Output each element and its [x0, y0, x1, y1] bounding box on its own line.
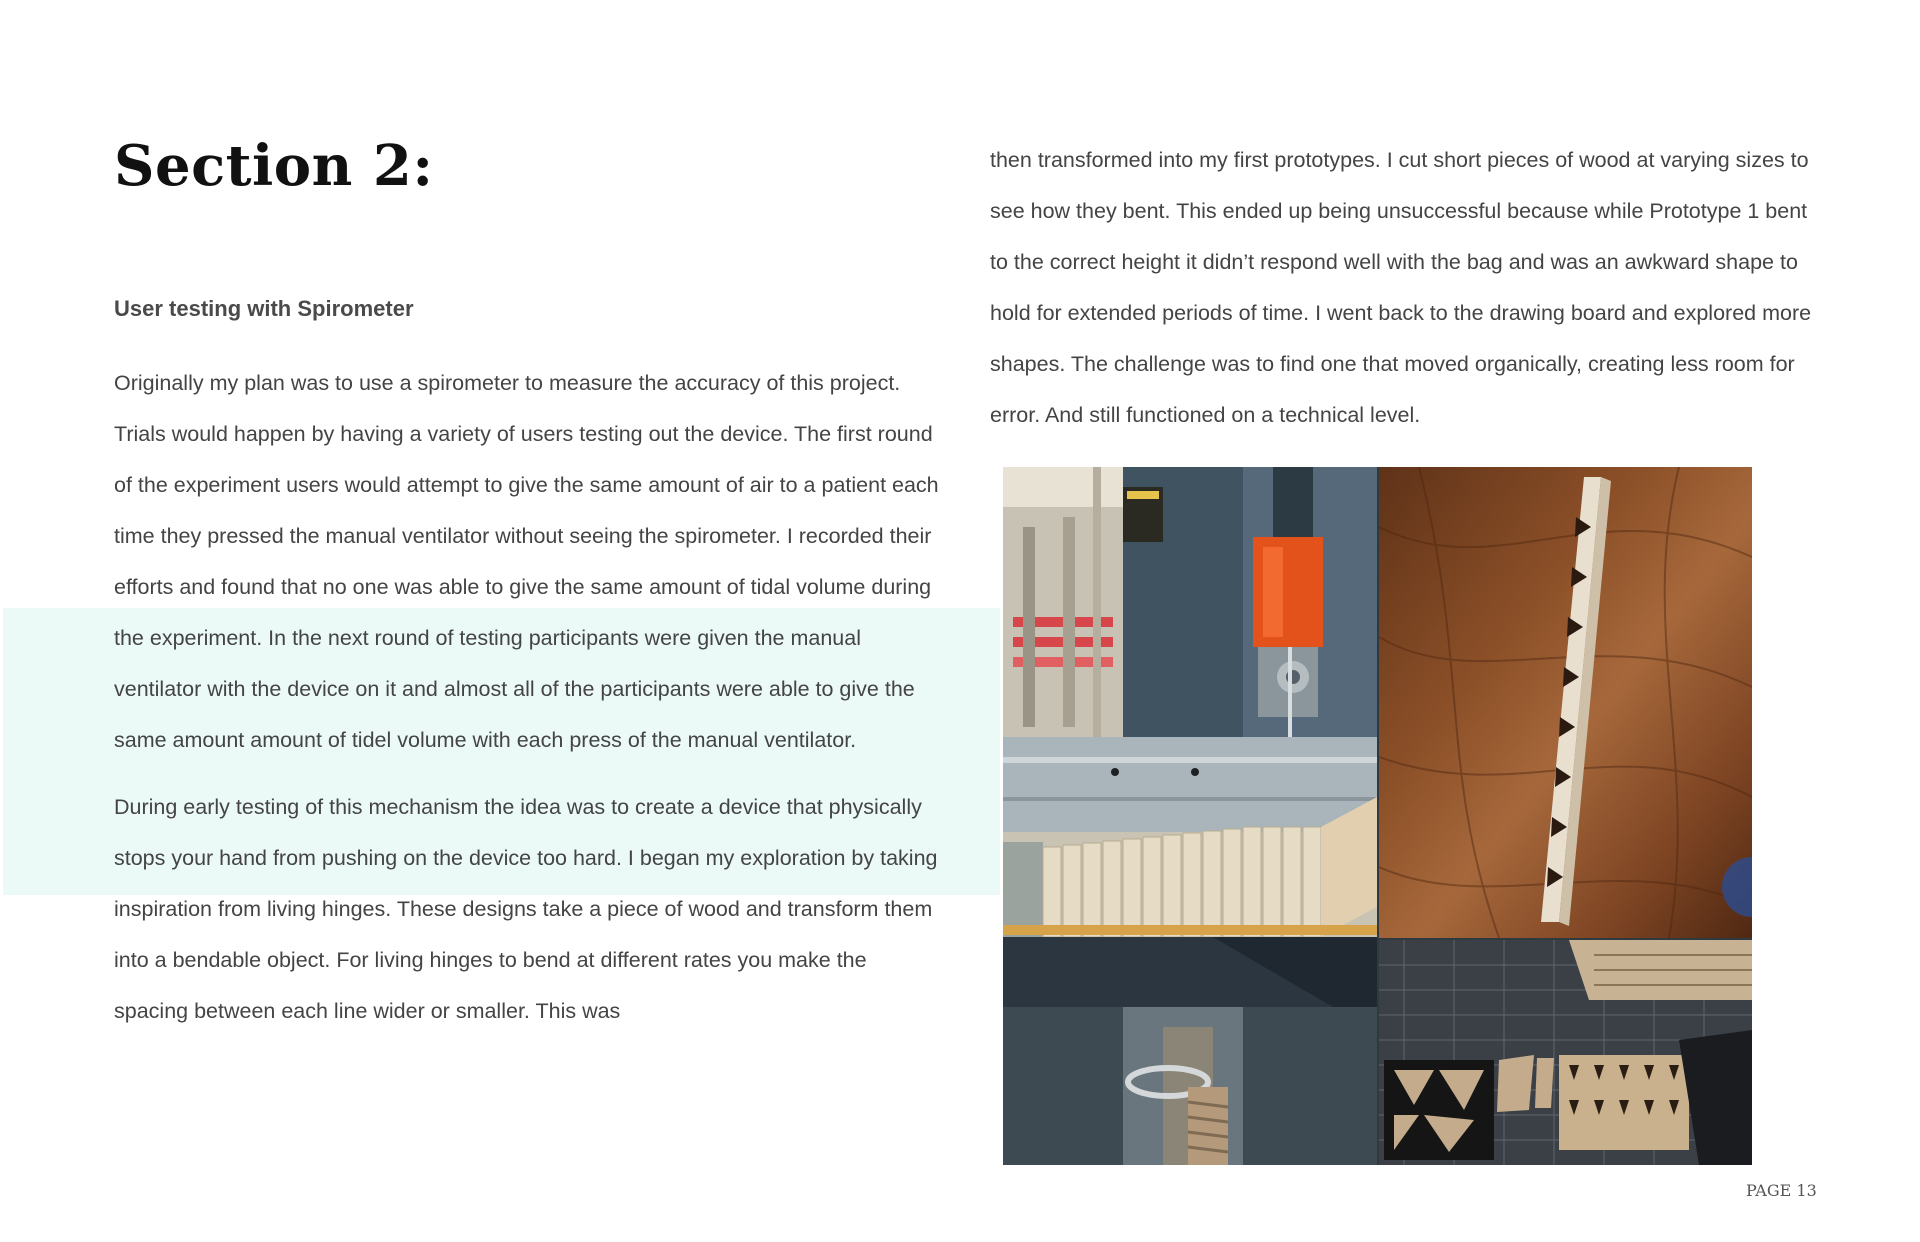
band-saw-illustration — [1003, 467, 1377, 1165]
section-title: Section 2: — [114, 133, 434, 199]
living-hinge-illustration — [1379, 467, 1752, 938]
paragraph: then transformed into my first prototypes. I cut short pieces of wood at varying sizes to see how they bent. This ended up being unsuccessful because while Prototype 1 bent to the correct height it didn’t respond well with the bag and was an awkward shape to hold for extended periods of time. I went back to the drawing board and explored more shapes. The challenge was to find one that moved organically, creating less room for error. And still functioned on a technical level. — [990, 148, 1812, 427]
cutting-mat-photo — [1379, 940, 1752, 1165]
right-column-body — [990, 135, 1820, 441]
paragraph: Originally my plan was to use a spirometer to measure the accuracy of this project. Trials would happen by having a variety of users testing out the device. The first round of the experiment users would attempt to give the same amount of air to a patient each time they pressed the manual ventilator without seeing the spirometer. I recorded their efforts and found that no one was able to give the same amount of tidal volume during the experiment. In the next round of testing participants were given the manual ventilator with the device on it and almost all of the participants were able to give the same amount amount of tidel volume with each press of the manual ventilator. — [114, 371, 939, 752]
page-number: PAGE 13 — [1746, 1181, 1817, 1200]
wood-hinge-photo — [1379, 467, 1752, 938]
left-column-body — [114, 358, 944, 1037]
cut-patterns-illustration — [1379, 940, 1752, 1165]
prototype-photo-collage — [1003, 467, 1752, 1165]
paragraph: During early testing of this mechanism the idea was to create a device that physically stops your hand from pushing on the device too hard. I began my exploration by taking inspiration from living hinges. These designs take a piece of wood and transform them into a bendable object. For living hinges to bend at different rates you make the spacing between each line wider or smaller. This was — [114, 795, 938, 1023]
subheading: User testing with Spirometer — [114, 296, 414, 321]
band-saw-photo — [1003, 467, 1377, 1165]
